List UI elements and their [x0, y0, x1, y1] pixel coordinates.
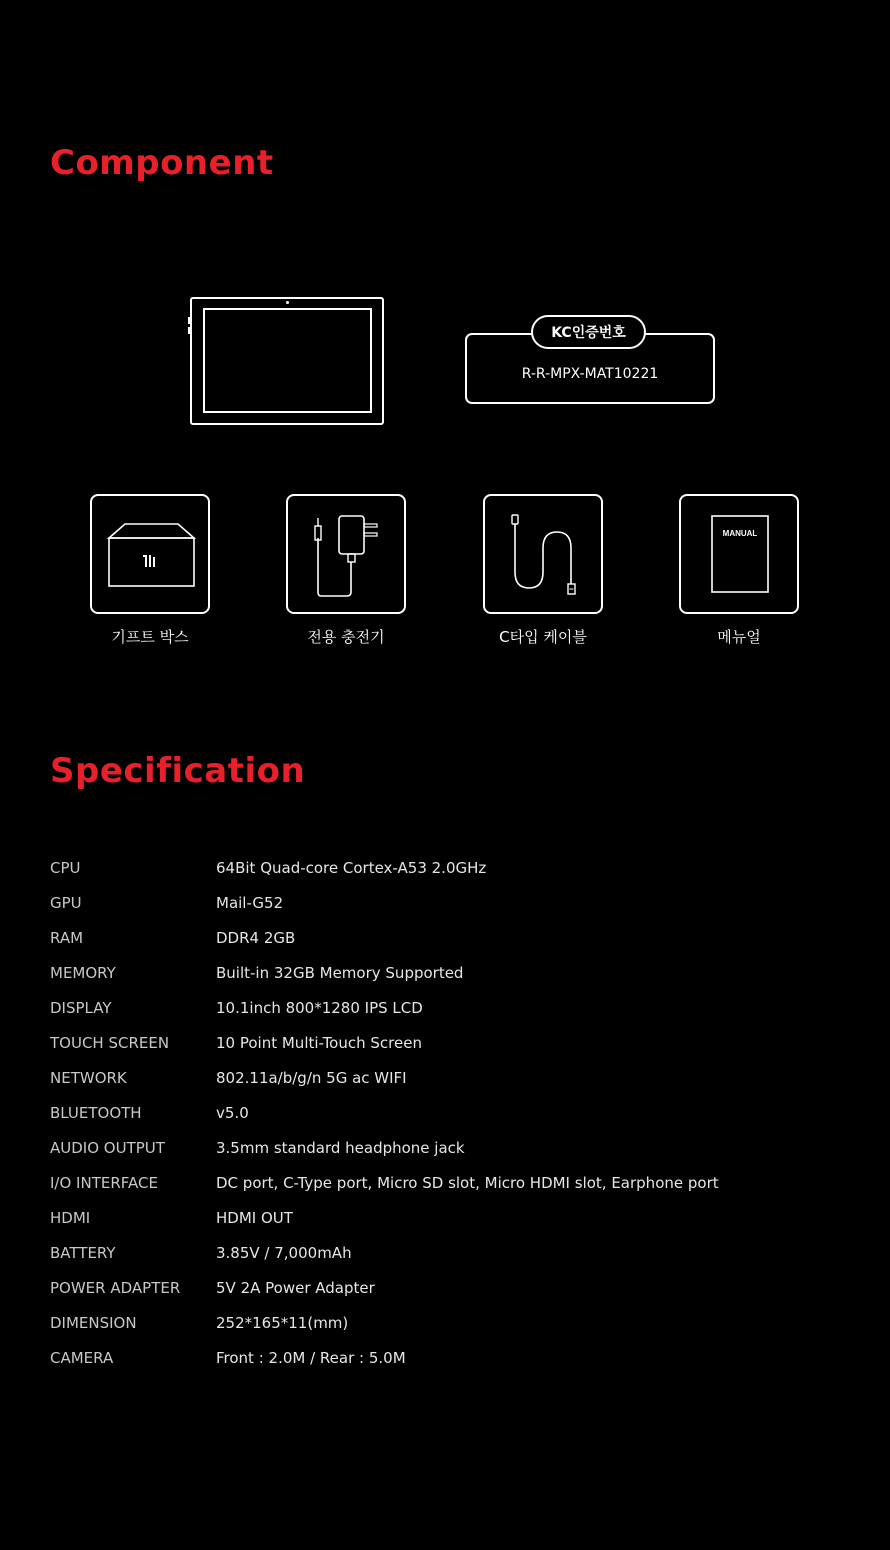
spec-key: DIMENSION: [50, 1314, 137, 1332]
spec-key: MEMORY: [50, 964, 116, 982]
spec-key: HDMI: [50, 1209, 91, 1227]
spec-key: RAM: [50, 929, 84, 947]
spec-key: BLUETOOTH: [50, 1104, 142, 1122]
kc-number: R-R-MPX-MAT10221: [521, 366, 659, 382]
cable-item: [483, 494, 603, 614]
spec-key: CPU: [50, 859, 81, 877]
charger-item: [286, 494, 406, 614]
manual-item: [679, 494, 799, 614]
spec-value: DDR4 2GB: [216, 929, 296, 947]
spec-key: TOUCH SCREEN: [50, 1034, 170, 1052]
item-label-cable: C타입 케이블: [499, 628, 587, 646]
side-button: [188, 327, 190, 334]
spec-value: Built-in 32GB Memory Supported: [216, 964, 464, 982]
manual-icon: [681, 496, 797, 612]
spec-value: DC port, C-Type port, Micro SD slot, Micro HDMI slot, Earphone port: [216, 1174, 719, 1192]
item-label-gift-box: 기프트 박스: [111, 628, 189, 646]
specification-title: Specification: [50, 751, 306, 791]
item-label-charger: 전용 충전기: [307, 628, 385, 646]
usb-c-cable-icon: [485, 496, 601, 612]
spec-value: 802.11a/b/g/n 5G ac WIFI: [216, 1069, 407, 1087]
spec-value: 3.85V / 7,000mAh: [216, 1244, 352, 1262]
manual-icon-text: MANUAL: [722, 529, 758, 538]
spec-value: 10.1inch 800*1280 IPS LCD: [216, 999, 423, 1017]
spec-value: 10 Point Multi-Touch Screen: [216, 1034, 422, 1052]
camera-dot: [286, 301, 289, 304]
spec-value: v5.0: [216, 1104, 249, 1122]
tablet-screen: [203, 308, 372, 413]
spec-value: Front : 2.0M / Rear : 5.0M: [216, 1349, 406, 1367]
component-title: Component: [50, 143, 274, 183]
spec-value: Mail-G52: [216, 894, 284, 912]
spec-key: POWER ADAPTER: [50, 1279, 181, 1297]
charger-icon: [288, 496, 404, 612]
spec-key: I/O INTERFACE: [50, 1174, 158, 1192]
spec-key: CAMERA: [50, 1349, 114, 1367]
tablet-icon: [190, 297, 384, 425]
spec-key: AUDIO OUTPUT: [50, 1139, 165, 1157]
spec-value: 3.5mm standard headphone jack: [216, 1139, 465, 1157]
item-label-manual: 메뉴얼: [717, 628, 761, 646]
spec-key: NETWORK: [50, 1069, 127, 1087]
gift-box-item: [90, 494, 210, 614]
side-button: [188, 317, 190, 324]
kc-label: KC인증번호: [531, 315, 646, 349]
spec-key: BATTERY: [50, 1244, 116, 1262]
spec-key: DISPLAY: [50, 999, 112, 1017]
gift-box-icon: [92, 496, 208, 612]
spec-value: 252*165*11(mm): [216, 1314, 349, 1332]
spec-key: GPU: [50, 894, 82, 912]
spec-value: 5V 2A Power Adapter: [216, 1279, 375, 1297]
spec-value: 64Bit Quad-core Cortex-A53 2.0GHz: [216, 859, 487, 877]
spec-value: HDMI OUT: [216, 1209, 293, 1227]
